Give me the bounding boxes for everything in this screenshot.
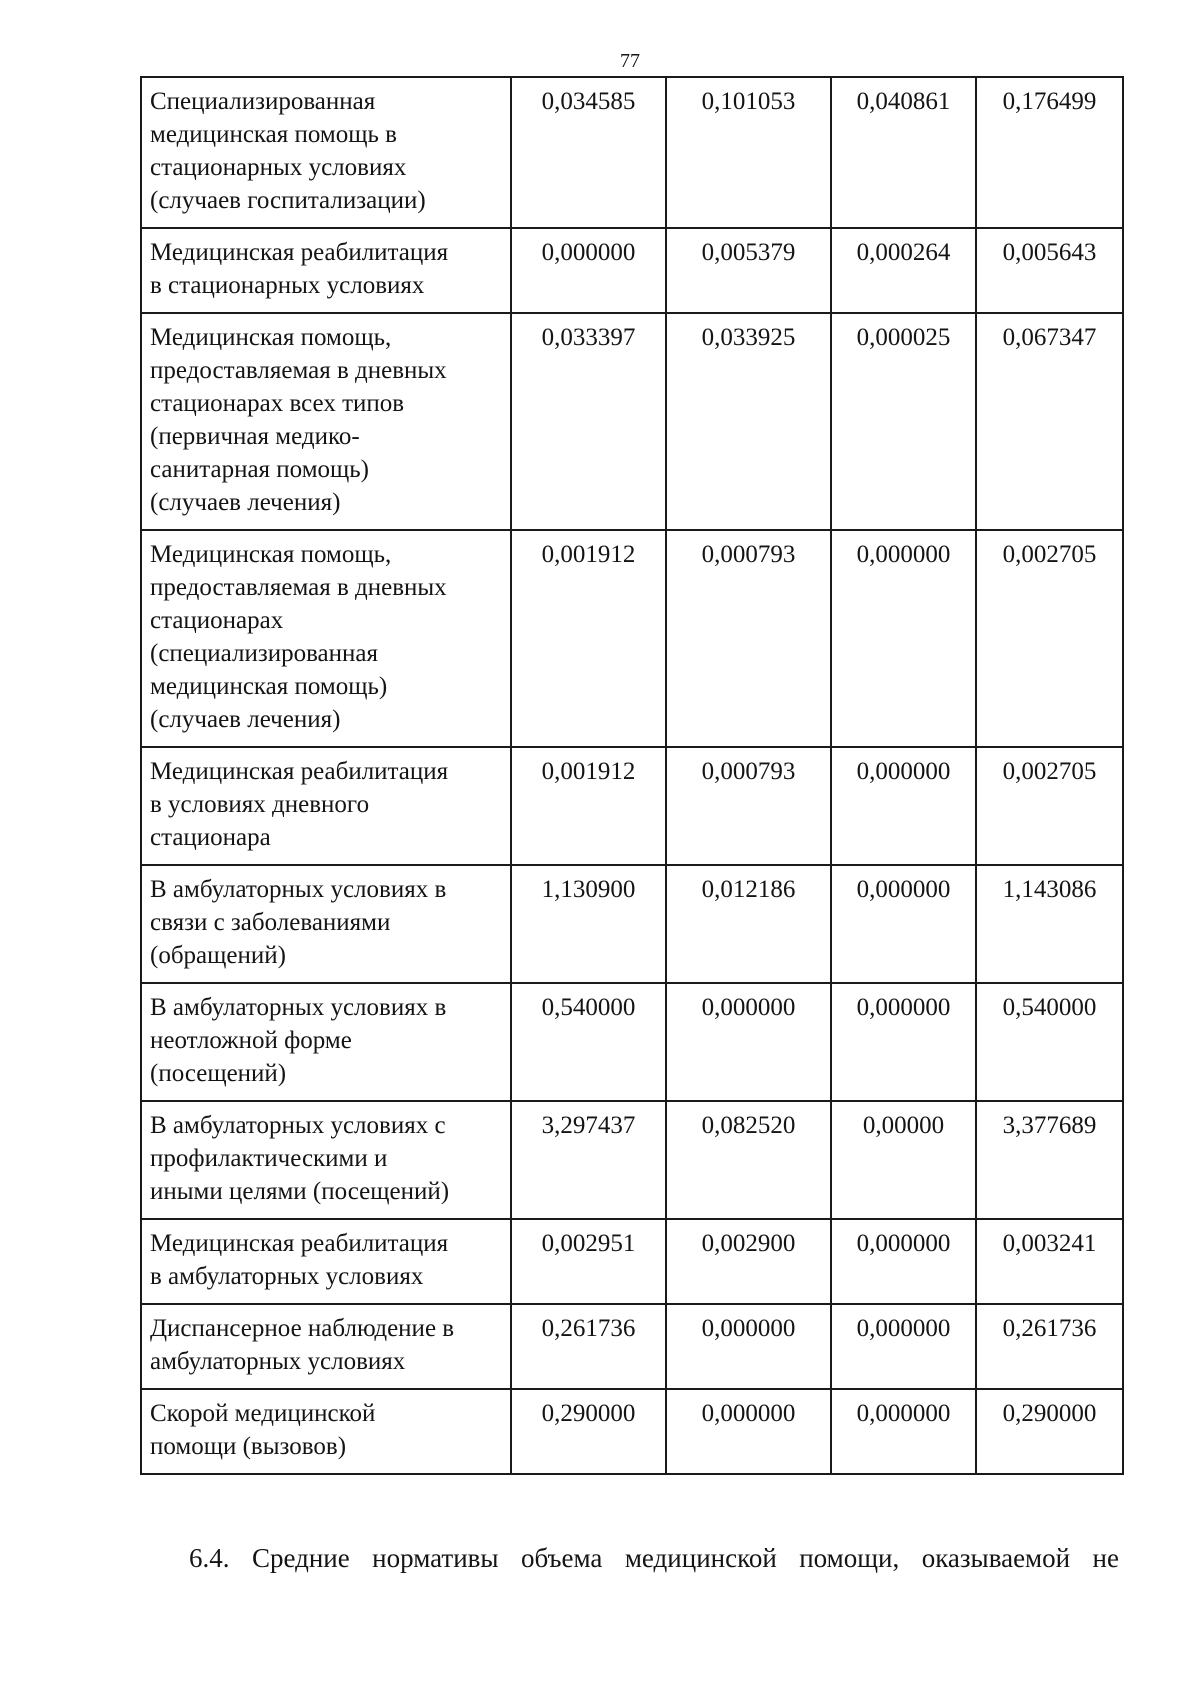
value-cell-2: 0,000793 xyxy=(666,747,831,865)
row-label-line: В амбулаторных условиях в xyxy=(150,994,447,1021)
table-row xyxy=(141,1219,1123,1304)
row-label-line: Медицинская реабилитация xyxy=(150,758,449,785)
value-cell-1: 0,001912 xyxy=(511,530,666,747)
table-row xyxy=(141,77,1123,228)
row-label-line: неотложной форме xyxy=(150,1027,352,1054)
value-cell-2: 0,000793 xyxy=(666,530,831,747)
value-cell-4: 0,002705 xyxy=(976,747,1123,865)
value-cell-4: 0,002705 xyxy=(976,530,1123,747)
norms-table xyxy=(140,76,1124,1475)
value-cell-4: 1,143086 xyxy=(976,865,1123,983)
row-label-line: медицинская помощь в xyxy=(150,121,397,148)
row-label-cell xyxy=(141,313,511,530)
row-label-line: профилактическими и xyxy=(150,1145,388,1172)
table-row xyxy=(141,530,1123,747)
row-label-line: Специализированная xyxy=(150,88,376,115)
value-cell-3: 0,000025 xyxy=(831,313,976,530)
value-cell-3: 0,000264 xyxy=(831,228,976,313)
value-cell-1: 0,540000 xyxy=(511,983,666,1101)
row-label-line: (случаев лечения) xyxy=(150,489,341,516)
value-cell-2: 0,005379 xyxy=(666,228,831,313)
value-cell-1: 1,130900 xyxy=(511,865,666,983)
row-label-line: стационарах всех типов xyxy=(150,390,405,417)
row-label-line: (специализированная xyxy=(150,640,379,667)
row-label-line: связи с заболеваниями xyxy=(150,909,391,936)
row-label-cell xyxy=(141,1101,511,1219)
value-cell-4: 3,377689 xyxy=(976,1101,1123,1219)
table-row xyxy=(141,228,1123,313)
value-cell-1: 0,002951 xyxy=(511,1219,666,1304)
value-cell-1: 0,000000 xyxy=(511,228,666,313)
value-cell-4: 0,176499 xyxy=(976,77,1123,228)
value-cell-3: 0,040861 xyxy=(831,77,976,228)
row-label-line: В амбулаторных условиях с xyxy=(150,1112,446,1139)
row-label-line: Медицинская помощь, xyxy=(150,541,392,568)
value-cell-3: 0,000000 xyxy=(831,1389,976,1474)
row-label-line: (случаев госпитализации) xyxy=(150,187,426,214)
value-cell-4: 0,261736 xyxy=(976,1304,1123,1389)
row-label-line: (первичная медико- xyxy=(150,423,360,450)
value-cell-2: 0,000000 xyxy=(666,1304,831,1389)
row-label-line: стационарных условиях xyxy=(150,154,407,181)
value-cell-2: 0,002900 xyxy=(666,1219,831,1304)
table-row xyxy=(141,1101,1123,1219)
value-cell-1: 0,034585 xyxy=(511,77,666,228)
value-cell-2: 0,012186 xyxy=(666,865,831,983)
row-label-cell xyxy=(141,1219,511,1304)
row-label-line: Медицинская помощь, xyxy=(150,324,392,351)
table-row xyxy=(141,983,1123,1101)
table-row xyxy=(141,313,1123,530)
value-cell-1: 0,033397 xyxy=(511,313,666,530)
row-label-line: стационара xyxy=(150,824,271,851)
row-label-line: Медицинская реабилитация xyxy=(150,1230,449,1257)
value-cell-1: 0,261736 xyxy=(511,1304,666,1389)
row-label-line: санитарная помощь) xyxy=(150,456,370,483)
value-cell-3: 0,000000 xyxy=(831,865,976,983)
table-row xyxy=(141,865,1123,983)
value-cell-3: 0,000000 xyxy=(831,1304,976,1389)
value-cell-1: 0,001912 xyxy=(511,747,666,865)
row-label-line: в амбулаторных условиях xyxy=(150,1263,424,1290)
row-label-line: иными целями (посещений) xyxy=(150,1178,450,1205)
row-label-line: помощи (вызовов) xyxy=(150,1433,347,1460)
table-row xyxy=(141,747,1123,865)
row-label-line: Диспансерное наблюдение в xyxy=(150,1315,455,1342)
row-label-cell xyxy=(141,1389,511,1474)
row-label-line: (посещений) xyxy=(150,1060,287,1087)
value-cell-4: 0,540000 xyxy=(976,983,1123,1101)
row-label-line: Скорой медицинской xyxy=(150,1400,376,1427)
value-cell-2: 0,101053 xyxy=(666,77,831,228)
row-label-line: в стационарных условиях xyxy=(150,272,425,299)
row-label-cell xyxy=(141,228,511,313)
row-label-cell xyxy=(141,530,511,747)
value-cell-4: 0,003241 xyxy=(976,1219,1123,1304)
row-label-cell xyxy=(141,865,511,983)
value-cell-2: 0,033925 xyxy=(666,313,831,530)
row-label-line: стационарах xyxy=(150,607,284,634)
value-cell-3: 0,000000 xyxy=(831,747,976,865)
value-cell-1: 0,290000 xyxy=(511,1389,666,1474)
value-cell-4: 0,290000 xyxy=(976,1389,1123,1474)
value-cell-3: 0,00000 xyxy=(831,1101,976,1219)
row-label-line: В амбулаторных условиях в xyxy=(150,876,447,903)
table-row xyxy=(141,1304,1123,1389)
page-number: 77 xyxy=(620,50,640,72)
row-label-line: (обращений) xyxy=(150,942,286,969)
section-paragraph: 6.4. Средние нормативы объема медицинской помощи, оказываемой не xyxy=(189,1543,1119,1573)
row-label-line: амбулаторных условиях xyxy=(150,1348,406,1375)
value-cell-4: 0,005643 xyxy=(976,228,1123,313)
row-label-cell xyxy=(141,983,511,1101)
value-cell-2: 0,082520 xyxy=(666,1101,831,1219)
row-label-line: в условиях дневного xyxy=(150,791,370,818)
value-cell-4: 0,067347 xyxy=(976,313,1123,530)
value-cell-3: 0,000000 xyxy=(831,1219,976,1304)
value-cell-1: 3,297437 xyxy=(511,1101,666,1219)
table-row xyxy=(141,1389,1123,1474)
row-label-cell xyxy=(141,77,511,228)
value-cell-2: 0,000000 xyxy=(666,1389,831,1474)
row-label-line: Медицинская реабилитация xyxy=(150,239,449,266)
row-label-line: медицинская помощь) xyxy=(150,673,388,700)
value-cell-3: 0,000000 xyxy=(831,983,976,1101)
value-cell-3: 0,000000 xyxy=(831,530,976,747)
row-label-line: предоставляемая в дневных xyxy=(150,357,447,384)
row-label-cell xyxy=(141,747,511,865)
value-cell-2: 0,000000 xyxy=(666,983,831,1101)
norms-table-body xyxy=(141,77,1123,1474)
row-label-line: (случаев лечения) xyxy=(150,706,341,733)
row-label-line: предоставляемая в дневных xyxy=(150,574,447,601)
row-label-cell xyxy=(141,1304,511,1389)
